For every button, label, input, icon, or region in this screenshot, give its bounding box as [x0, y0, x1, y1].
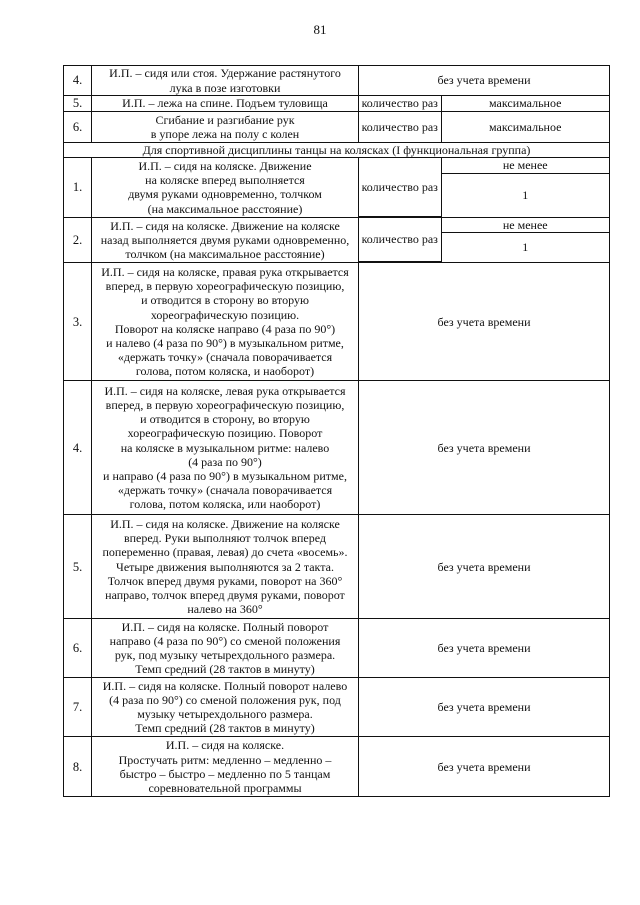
exercise-description: И.П. – сидя на коляске, правая рука открывается вперед, в первую хореографическую позицию, и отводится в сторону во вторую хореографическую позицию. Поворот на коляске направо (4 раза по 90°) и налево (4 раза по 90°) в музыкальном ритме, «держать точку» (сначала поворачивается голова, потом коляска, и наоборот)	[92, 263, 359, 381]
exercise-description: И.П. – сидя на коляске. Простучать ритм: медленно – медленно – быстро – быстро – медленно по 5 танцам соревновательной программы	[92, 737, 359, 797]
row-number: 6.	[64, 112, 92, 143]
norms-table	[63, 65, 610, 797]
table-row	[64, 619, 610, 678]
exercise-description: И.П. – сидя на коляске, левая рука открывается вперед, в первую хореографическую позицию, и отводится в сторону, во вторую хореографическую позицию. Поворот на коляске в музыкальном ритме: налево (4 раза по 90°) и направо (4 раза по 90°) в музыкальном ритме, «держать точку» (сначала поворачивается голова, потом коляска, или наоборот)	[92, 381, 359, 515]
row-number: 7.	[64, 678, 92, 737]
row-number: 6.	[64, 619, 92, 678]
table-row	[64, 515, 610, 619]
result-cell	[359, 158, 610, 218]
norm-value: максимальное	[441, 112, 609, 142]
exercise-description: И.П. – сидя на коляске. Движение на коляске вперед выполняется двумя руками одновременно, толчком (на максимальное расстояние)	[92, 158, 359, 218]
row-number: 4.	[64, 66, 92, 96]
result-cell	[359, 96, 610, 112]
table-row	[64, 112, 610, 143]
row-number: 4.	[64, 381, 92, 515]
section-header-row	[64, 143, 610, 158]
result-cell	[359, 217, 610, 263]
exercise-description: И.П. – лежа на спине. Подъем туловища	[92, 96, 359, 112]
row-number: 8.	[64, 737, 92, 797]
norm-label: не менее	[441, 218, 609, 233]
norm-value: 1	[441, 233, 609, 262]
exercise-description: И.П. – сидя на коляске. Движение на коляске вперед. Руки выполняют толчок вперед попеременно (правая, левая) до счета «восемь». Четыре движения выполняются за 2 такта. Толчок вперед двумя руками, поворот на 360° направо, толчок вперед двумя руками, поворот налево на 360°	[92, 515, 359, 619]
table-row	[64, 66, 610, 96]
exercise-description: И.П. – сидя на коляске. Полный поворот направо (4 раза по 90°) со сменой положения рук, под музыку четырехдольного размера. Темп средний (28 тактов в минуту)	[92, 619, 359, 678]
table-row	[64, 217, 610, 263]
result-cell: без учета времени	[359, 619, 610, 678]
table-row	[64, 263, 610, 381]
section-header: Для спортивной дисциплины танцы на колясках (I функциональная группа)	[64, 143, 610, 158]
exercise-description: Сгибание и разгибание рук в упоре лежа на полу с колен	[92, 112, 359, 143]
row-number: 2.	[64, 217, 92, 263]
exercise-description: И.П. – сидя или стоя. Удержание растянутого лука в позе изготовки	[92, 66, 359, 96]
norm-value: 1	[441, 173, 609, 216]
table-row	[64, 158, 610, 218]
norm-value: максимальное	[441, 96, 609, 111]
result-cell: без учета времени	[359, 737, 610, 797]
result-cell	[359, 112, 610, 143]
norm-label: не менее	[441, 158, 609, 173]
exercise-description: И.П. – сидя на коляске. Полный поворот налево (4 раза по 90°) со сменой положения рук, под музыку четырехдольного размера. Темп средний (28 тактов в минуту)	[92, 678, 359, 737]
row-number: 1.	[64, 158, 92, 218]
result-cell: без учета времени	[359, 263, 610, 381]
unit-label: количество раз	[359, 218, 441, 262]
table-row	[64, 381, 610, 515]
row-number: 5.	[64, 96, 92, 112]
table-row	[64, 678, 610, 737]
unit-label: количество раз	[359, 96, 441, 111]
result-cell: без учета времени	[359, 381, 610, 515]
result-cell: без учета времени	[359, 678, 610, 737]
result-cell: без учета времени	[359, 515, 610, 619]
table-row	[64, 737, 610, 797]
table-row	[64, 96, 610, 112]
unit-label: количество раз	[359, 158, 441, 216]
exercise-description: И.П. – сидя на коляске. Движение на коляске назад выполняется двумя руками одновременно, толчком (на максимальное расстояние)	[92, 217, 359, 263]
result-cell: без учета времени	[359, 66, 610, 96]
page-number: 81	[313, 22, 327, 37]
row-number: 3.	[64, 263, 92, 381]
unit-label: количество раз	[359, 112, 441, 142]
row-number: 5.	[64, 515, 92, 619]
